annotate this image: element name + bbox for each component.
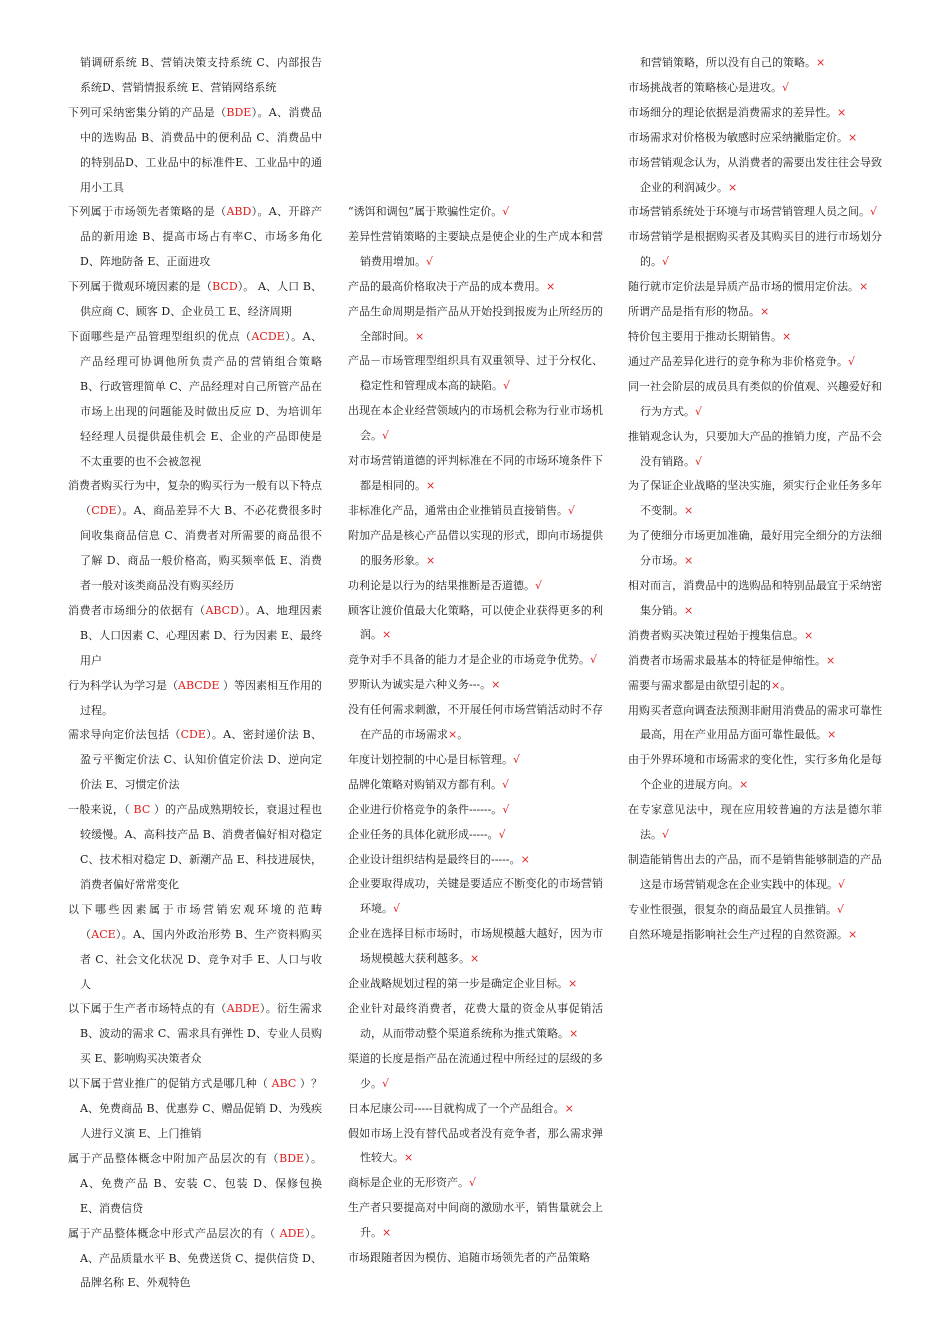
answer-key: √ (848, 354, 856, 368)
answer-key: √ (568, 503, 576, 517)
question-item (348, 200, 603, 225)
answer-key: √ (426, 254, 434, 268)
question-text: 年度计划控制的中心是目标管理。 (348, 752, 513, 766)
question-text: 消费者购买行为中，复杂的购买行为一般有以下特点（ (68, 479, 322, 518)
question-item (628, 375, 882, 425)
question-text: 企业要取得成功，关键是要适应不断变化的市场营销环境。 (348, 877, 603, 916)
question-item (628, 126, 882, 151)
question-text: ）。 A、人口 B、供应商 C、顾客 D、企业员工 E、经济周期 (80, 280, 323, 319)
question-text: 推销观念认为，只要加大产品的推销力度，产品不会没有销路。 (628, 429, 882, 468)
question-item (348, 499, 603, 524)
question-text: 通过产品差异化进行的竞争称为非价格竞争。 (628, 354, 848, 368)
answer-key: √ (535, 578, 543, 592)
answer-key: BDE (226, 105, 252, 119)
answer-key: × (826, 653, 836, 667)
question-item (628, 674, 882, 699)
question-item (628, 151, 882, 201)
answer-key: √ (469, 1176, 477, 1190)
question-text: 产品生命周期是指产品从开始投到报废为止所经历的全部时间。 (348, 304, 603, 343)
question-text: 属于产品整体概念中附加产品层次的有（ (68, 1151, 280, 1165)
question-text: 市场营销学是根据购买者及其购买目的进行市场划分的。 (628, 230, 882, 269)
answer-key: × (848, 927, 858, 941)
question-item (348, 648, 603, 673)
question-text: 企业进行价格竞争的条件------。 (348, 802, 503, 816)
answer-key: √ (838, 877, 846, 891)
question-text: ）的产品成熟期较长，衰退过程也较缓慢。A、高科技产品 B、消费者偏好相对稳定 C、技术相对稳定 D、新潮产品 E、科技进展快，消费者偏好常常变化 (80, 803, 323, 891)
question-text: 。 (780, 678, 792, 692)
answer-key: × (771, 678, 781, 692)
question-item (348, 599, 603, 649)
answer-key: ABCD (205, 603, 239, 617)
question-text: 一般来说，（ (68, 803, 134, 817)
answer-key: × (382, 628, 392, 642)
question-text: 用购买者意向调查法预测非耐用消费品的需求可靠性最高，用在产业用品方面可靠性最低。 (628, 703, 882, 742)
question-text: 在专家意见法中，现在应用较普遍的方法是德尔菲法。 (628, 803, 882, 842)
question-text: 以下属于生产者市场特点的有（ (68, 1002, 227, 1016)
answer-key: × (382, 1226, 392, 1240)
question-item (628, 350, 882, 375)
question-text: 消费者市场细分的依据有（ (68, 603, 206, 617)
question-text: ）。衍生需求 B、波动的需求 C、需求具有弹性 D、专业人员购买 E、影响购买决策者众 (80, 1002, 323, 1066)
question-text: 市场营销观念认为，从消费者的需要出发往往会导致企业的利润减少。 (628, 155, 882, 194)
answer-key: × (684, 554, 694, 568)
question-text: 以下属于营业推广的促销方式是哪几种（ (68, 1077, 272, 1091)
question-text: 假如市场上没有替代品或者没有竞争者，那么需求弹性较大。 (348, 1126, 603, 1165)
answer-key: × (448, 728, 458, 742)
answer-key: × (684, 504, 694, 518)
answer-key: × (568, 977, 578, 991)
question-text: 差异性营销策略的主要缺点是使企业的生产成本和营销费用增加。 (348, 229, 603, 268)
question-text: 企业任务的具体化就形成-----。 (348, 827, 499, 841)
question-item (628, 748, 882, 798)
question-item (68, 674, 322, 724)
question-item (68, 1072, 322, 1147)
answer-key: √ (662, 828, 670, 842)
answer-key: × (569, 1026, 579, 1040)
answer-key: ABD (226, 205, 252, 219)
answer-key: √ (502, 205, 510, 218)
question-text: ）。A、国内外政治形势 B、生产资料购买者 C、社会文化状况 D、竞争对手 E、人口与收人 (80, 927, 322, 991)
answer-key: ABDE (226, 1002, 260, 1016)
question-item (348, 798, 603, 823)
question-text: ）。A、开辟产品的新用途 B、提高市场占有率C、市场多角化 D、阵地防备 E、正面进攻 (80, 205, 323, 269)
answer-key: × (827, 728, 837, 742)
answer-key: × (470, 952, 480, 966)
question-text: 企业设计组织结构是最终目的-----。 (348, 852, 521, 866)
question-item (628, 848, 882, 898)
question-item (348, 1196, 603, 1246)
question-item (628, 474, 882, 524)
question-item (348, 300, 603, 350)
question-item (628, 699, 882, 749)
question-item (68, 798, 322, 898)
answer-key: √ (513, 752, 521, 766)
question-text: ）。A、商品差异不大 B、不必花费很多时间收集商品信息 C、消费者对所需要的商品很不了解 D、商品一般价格高，购买频率低 E、消费者一般对该类商品没有购买经历 (80, 504, 323, 593)
question-item (628, 325, 882, 350)
question-text: 消费者市场需求最基本的特征是伸缩性。 (628, 653, 826, 667)
answer-key: ABC (271, 1077, 297, 1091)
question-item (348, 1122, 603, 1172)
answer-key: BC (133, 803, 151, 817)
question-text: 市场挑战者的策略核心是进攻。 (628, 80, 782, 94)
answer-key: CDE (180, 728, 206, 742)
question-item (348, 225, 603, 275)
column-true-false-1 (348, 51, 603, 1271)
question-item (628, 275, 882, 300)
question-text: 需求导向定价法包括（ (68, 728, 181, 742)
answer-key: × (804, 628, 814, 642)
answer-key: × (859, 280, 869, 294)
question-text: ）。A、产品经理可协调他所负责产品的营销组合策略 B、行政管理简单 C、产品经理对自己所管产品在市场上出现的问题能及时做出反应 D、为培训年轻经理人员提供最佳机会 E、企业的产品即使是不太重要的也不会被忽视 (80, 329, 322, 468)
question-text: 市场细分的理论依据是消费需求的差异性。 (628, 105, 837, 119)
question-text: 行为科学认为学习是（ (68, 678, 178, 692)
answer-key: × (782, 329, 792, 343)
answer-key: √ (498, 827, 506, 841)
answer-key: × (760, 305, 770, 319)
answer-key: √ (590, 653, 598, 667)
question-text: 生产者只要提高对中间商的激励水平，销售量就会上升。 (348, 1201, 603, 1240)
question-text: 以下哪些因素属于市场营销宏观环境的范畴（ (68, 902, 322, 941)
question-item (348, 574, 603, 599)
question-item (628, 798, 882, 848)
answer-key: √ (662, 255, 670, 269)
question-text: 产品的最高价格取决于产品的成本费用。 (348, 279, 546, 293)
answer-key: √ (502, 777, 510, 791)
question-item (348, 972, 603, 997)
answer-key: × (739, 778, 749, 792)
answer-key: √ (870, 205, 878, 219)
question-text: 需要与需求都是由欲望引起的 (628, 678, 771, 692)
question-item (68, 898, 322, 998)
answer-key: CDE (91, 504, 117, 518)
question-text: 商标是企业的无形资产。 (348, 1176, 469, 1190)
question-item (348, 748, 603, 773)
question-item (348, 872, 603, 922)
answer-key: √ (382, 429, 390, 443)
question-item (348, 449, 603, 499)
question-text: 销调研系统 B、营销决策支持系统 C、内部报告系统D、营销情报系统 E、营销网络系统 (80, 56, 322, 94)
answer-key: √ (837, 902, 845, 916)
question-item (628, 898, 882, 923)
question-text: 。 (457, 728, 469, 742)
question-item (68, 200, 322, 275)
question-text: 制造能销售出去的产品，而不是销售能够制造的产品这是市场营销观念在企业实践中的体现。 (628, 853, 882, 891)
question-text: 下面哪些是产品管理型组织的优点（ (68, 329, 252, 343)
question-text: 为了保证企业战略的坚决实施，须实行企业任务多年不变制。 (628, 479, 882, 518)
question-item (68, 474, 322, 599)
answer-key: × (728, 180, 738, 194)
question-item (628, 101, 882, 126)
question-text: 顾客让渡价值最大化策略，可以使企业获得更多的利润。 (348, 603, 603, 642)
answer-key: √ (502, 802, 510, 816)
question-item (348, 773, 603, 798)
question-text: 品牌化策略对购销双方都有利。 (348, 777, 502, 791)
question-text: 出现在本企业经营领域内的市场机会称为行业市场机会。 (348, 404, 603, 443)
question-text: 下列属于微观环境因素的是（ (68, 280, 213, 294)
question-item (348, 673, 603, 698)
question-text: 下列可采纳密集分销的产品是（ (68, 105, 227, 119)
question-text: 市场需求对价格极为敏感时应采纳撇脂定价。 (628, 130, 848, 144)
question-text: 日本尼康公司-----目就构成了一个产品组合。 (348, 1101, 565, 1115)
answer-key: ACE (91, 927, 116, 941)
answer-key: √ (382, 1076, 390, 1090)
question-text: 产品－市场管理型组织具有双重领导、过于分权化、稳定性和管理成本高的缺陷。 (348, 354, 603, 393)
question-item (68, 1147, 322, 1222)
question-text: 下列属于市场领先者策略的是（ (68, 205, 227, 219)
question-text: ）。A、产品质量水平 B、免费送货 C、提供信贷 D、品牌名称 E、外观特色 (80, 1226, 323, 1290)
question-item (348, 848, 603, 873)
question-text: 自然环境是指影响社会生产过程的自然资源。 (628, 927, 848, 941)
question-text: ）等因素相互作用的过程。 (80, 678, 322, 717)
question-item (628, 923, 882, 948)
answer-key: × (520, 852, 530, 866)
answer-key: √ (695, 404, 703, 418)
answer-key: √ (782, 80, 790, 94)
question-text: 罗斯认为诚实是六种义务---。 (348, 678, 492, 692)
question-text: 专业性很强，很复杂的商品最宜人员推销。 (628, 902, 837, 916)
question-text: ）。A、地理因素 B、人口因素 C、心理因素 D、行为因素 E、最终用户 (80, 603, 322, 667)
answer-key: × (491, 678, 501, 692)
question-text: “诱饵和调包”属于欺骗性定价。 (348, 205, 503, 218)
question-item (348, 997, 603, 1047)
question-text: 特价包主要用于推动长期销售。 (628, 329, 782, 343)
question-item (348, 349, 603, 399)
answer-key: × (837, 105, 847, 119)
question-text: 非标准化产品，通常由企业推销员直接销售。 (348, 503, 568, 517)
question-text: 功利论是以行为的结果推断是否道德。 (348, 578, 535, 592)
question-item (68, 325, 322, 474)
question-item (348, 922, 603, 972)
question-item (68, 599, 322, 674)
answer-key: √ (393, 902, 401, 916)
question-text: 相对而言，消费品中的选购品和特别品最宜于采纳密集分销。 (628, 579, 882, 617)
answer-key: √ (695, 454, 703, 468)
question-item (348, 823, 603, 848)
question-text: 对市场营销道德的评判标准在不同的市场环境条件下都是相同的。 (348, 454, 603, 492)
question-text: ）？ A、免费商品 B、优惠券 C、赠品促销 D、为残疾人进行义演 E、上门推销 (80, 1077, 323, 1140)
column-gap (348, 51, 603, 200)
question-text: ）。A、消费品中的选购品 B、消费品中的便利品 C、消费品中的特别品D、工业品中的标准件E、工业品中的通用小工具 (80, 105, 322, 194)
question-continuation (68, 51, 322, 101)
question-item (628, 300, 882, 325)
answer-key: × (684, 603, 694, 617)
answer-key: ABCDE (178, 678, 220, 692)
answer-key: × (415, 329, 425, 343)
answer-key: BCD (212, 280, 238, 294)
question-item (628, 425, 882, 475)
question-item (628, 225, 882, 275)
question-text: 随行就市定价法是异质产品市场的惯用定价法。 (628, 280, 859, 294)
question-text: 市场营销系统处于环境与市场营销管理人员之间。 (628, 205, 870, 219)
question-item (348, 1047, 603, 1097)
answer-key: √ (503, 379, 511, 393)
question-item (348, 399, 603, 449)
answer-key: × (426, 478, 436, 492)
question-text: 没有任何需求刺激，不开展任何市场营销活动时不存在产品的市场需求 (348, 703, 603, 742)
question-text: 和营销策略，所以没有自己的策略。 (640, 56, 816, 69)
answer-key: BDE (279, 1151, 305, 1165)
answer-key: × (816, 56, 826, 69)
question-text: 属于产品整体概念中形式产品层次的有（ (68, 1226, 280, 1240)
question-item (628, 76, 882, 101)
question-text: 消费者购买决策过程始于搜集信息。 (628, 628, 804, 642)
question-item (68, 275, 322, 325)
question-item (348, 275, 603, 300)
question-text: 企业在选择目标市场时，市场规模越大越好，因为市场规模越大获利越多。 (348, 927, 603, 966)
question-item (348, 1171, 603, 1196)
answer-key: × (404, 1151, 414, 1165)
question-item (348, 1097, 603, 1122)
answer-key: × (564, 1101, 574, 1115)
question-continuation (628, 51, 882, 76)
column-true-false-2 (628, 51, 882, 948)
question-text: ）。A、免费产品 B、安装 C、包装 D、保修包换 E、消费信贷 (80, 1151, 323, 1215)
question-item (628, 574, 882, 624)
question-item (628, 200, 882, 225)
question-item (628, 524, 882, 574)
question-item (68, 101, 322, 201)
question-text: 同一社会阶层的成员具有类似的价值观、兴趣爱好和行为方式。 (628, 379, 882, 418)
column-multiple-choice (68, 51, 322, 1296)
question-text: 竞争对手不具备的能力才是企业的市场竞争优势。 (348, 653, 590, 667)
question-text: ）。A、密封递价法 B、盈亏平衡定价法 C、认知价值定价法 D、逆向定价法 E、习惯定价法 (80, 728, 322, 792)
question-item (348, 524, 603, 574)
answer-key: × (848, 130, 858, 144)
question-text: 渠道的长度是指产品在流通过程中所经过的层级的多少。 (348, 1051, 603, 1090)
question-item (68, 997, 322, 1072)
question-item (68, 723, 322, 798)
answer-key: × (546, 279, 556, 293)
answer-key: × (426, 553, 436, 567)
question-item (628, 649, 882, 674)
question-text: 企业针对最终消费者，花费大量的资金从事促销活动，从而带动整个渠道系统称为推式策略。 (348, 1002, 603, 1040)
answer-key: ADE (279, 1226, 305, 1240)
question-item (628, 624, 882, 649)
question-text: 企业战略规划过程的第一步是确定企业目标。 (348, 977, 568, 991)
question-text: 由于外界环境和市场需求的变化性，实行多角化是每个企业的进展方向。 (628, 753, 882, 792)
question-text: 市场跟随者因为模仿、追随市场领先者的产品策略 (348, 1251, 590, 1265)
question-text: 为了使细分市场更加准确，最好用完全细分的方法细分市场。 (628, 529, 882, 568)
question-item (68, 1222, 322, 1297)
question-item (348, 698, 603, 748)
answer-key: ACDE (251, 329, 285, 343)
question-text: 附加产品是核心产品借以实现的形式，即向市场提供的服务形象。 (348, 528, 603, 567)
question-item (348, 1246, 603, 1271)
question-text: 所谓产品是指有形的物品。 (628, 305, 760, 319)
